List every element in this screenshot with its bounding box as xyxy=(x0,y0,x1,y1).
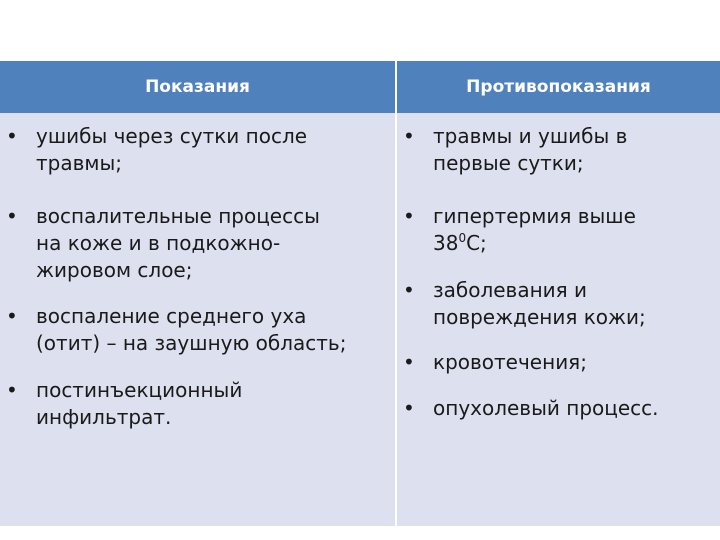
bullet-icon: • xyxy=(6,378,18,402)
list-item xyxy=(397,395,659,422)
bullet-icon: • xyxy=(403,350,415,374)
list-item xyxy=(397,203,636,257)
list-item-text: воспалительные процессы на коже и в подкожно- жировом слое; xyxy=(36,204,320,282)
table-header xyxy=(0,61,720,113)
list-item xyxy=(0,377,242,431)
bullet-icon: • xyxy=(403,124,415,148)
header-contraindications: Противопоказания xyxy=(466,77,651,97)
list-item-text: воспаление среднего уха (отит) – на заушную область; xyxy=(36,304,347,355)
list-item xyxy=(0,303,346,357)
bullet-icon: • xyxy=(6,304,18,328)
list-item-text: травмы и ушибы в первые сутки; xyxy=(433,124,628,175)
temperature-unit: С; xyxy=(466,231,487,255)
header-indications: Показания xyxy=(145,77,250,97)
list-item xyxy=(0,123,307,177)
list-item-text: постинъекционный инфильтрат. xyxy=(36,378,243,429)
bullet-icon: • xyxy=(6,204,18,228)
list-item-text: ушибы через сутки после травмы; xyxy=(36,124,308,175)
list-item-text: заболевания и повреждения кожи; xyxy=(433,278,646,329)
bullet-icon: • xyxy=(403,204,415,228)
list-item-text: гипертермия выше 38 xyxy=(433,204,636,255)
comparison-table xyxy=(0,61,720,526)
degree-superscript: 0 xyxy=(458,231,467,245)
bullet-icon: • xyxy=(403,396,415,420)
list-item xyxy=(397,123,627,177)
list-item xyxy=(0,203,320,284)
bullet-icon: • xyxy=(6,124,18,148)
bullet-icon: • xyxy=(403,278,415,302)
list-item-text: опухолевый процесс. xyxy=(433,396,659,420)
list-item xyxy=(397,349,587,376)
list-item xyxy=(397,277,646,331)
list-item-text: кровотечения; xyxy=(433,350,587,374)
